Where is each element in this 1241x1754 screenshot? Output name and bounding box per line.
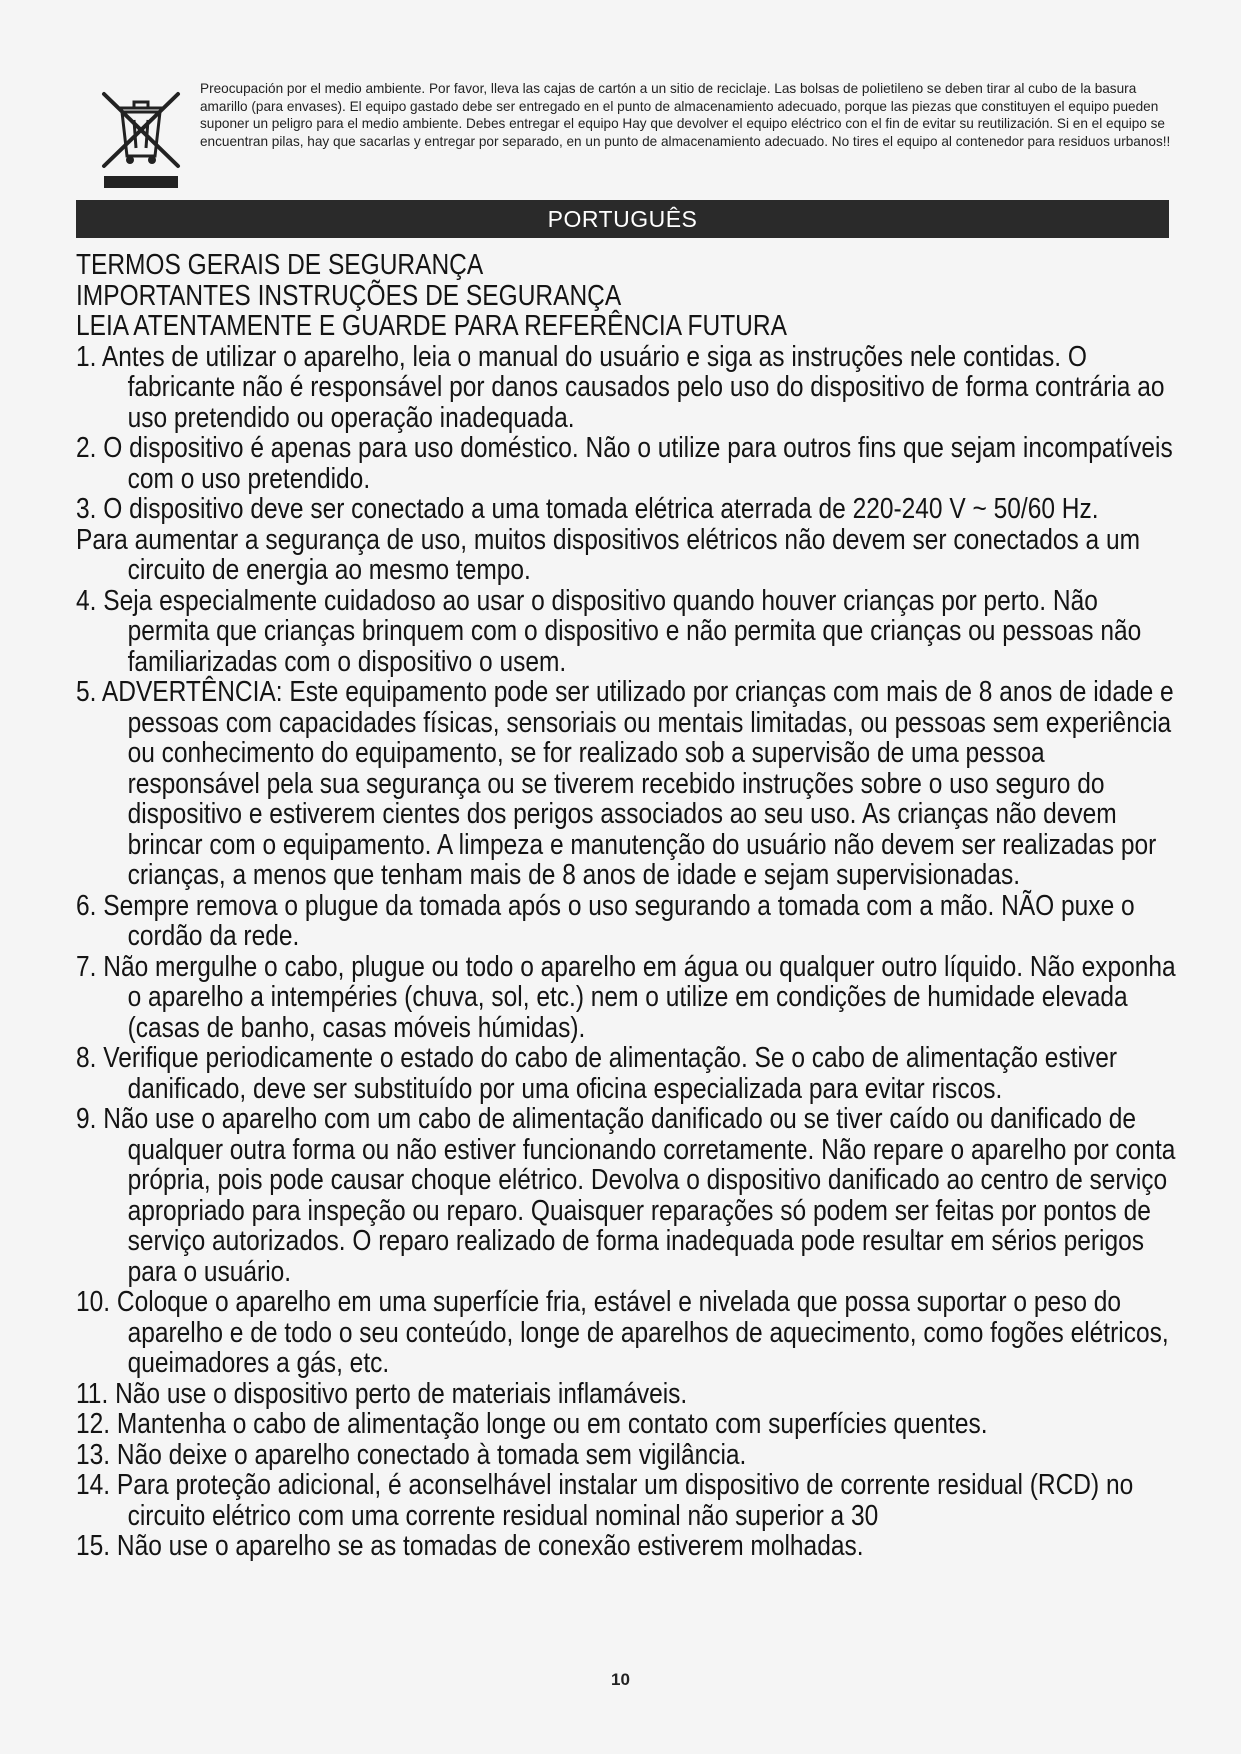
instruction-item: 9. Não use o aparelho com um cabo de alimentação danificado ou se tiver caído ou danificado de qualquer outra forma ou não estiver funcionando corretamente. Não repare o aparelho por conta própria, pois pode causar choque elétrico. Devolva o dispositivo danificado ao centro de serviço apropriado para inspeção ou reparo. Quaisquer reparações só podem ser feitas por pontos de serviço autorizados. O reparo realizado de forma inadequada pode resultar em sérios perigos para o usuário.	[76, 1103, 1176, 1288]
instruction-item: 12. Mantenha o cabo de alimentação longe ou em contato com superfícies quentes.	[76, 1408, 988, 1440]
heading-general-safety: TERMOS GERAIS DE SEGURANÇA	[76, 249, 484, 281]
eco-notice-text: Preocupación por el medio ambiente. Por favor, lleva las cajas de cartón a un sitio de reciclaje. Las bolsas de polietileno se deben tirar al cubo de la basura amarillo (para envases). El equipo gastado debe ser entregado en el punto de almacenamiento adecuado, porque las piezas que constituyen el equipo pueden suponer un peligro para el medio ambiente. Debes entregar el equipo Hay que devolver el equipo eléctrico con el fin de evitar su reutilización. Si en el equipo se encuentran pilas, hay que sacarlas y entregar por separado, en un punto de almacenamiento adecuado. No tires el equipo al contenedor para residuos urbanos!!	[200, 81, 1171, 149]
instruction-item: 15. Não use o aparelho se as tomadas de conexão estiverem molhadas.	[76, 1530, 864, 1562]
instruction-item: 7. Não mergulhe o cabo, plugue ou todo o aparelho em água ou qualquer outro líquido. Não exponha o aparelho a intempéries (chuva, sol, etc.) nem o utilize em condições de humidade elevada (casas de banho, casas móveis húmidas).	[76, 950, 1176, 1044]
instruction-item: 8. Verifique periodicamente o estado do cabo de alimentação. Se o cabo de alimentação estiver danificado, deve ser substituído por uma oficina especializada para evitar riscos.	[76, 1042, 1117, 1105]
safety-instructions	[76, 250, 1177, 1562]
instruction-item: 11. Não use o dispositivo perto de materiais inflamáveis.	[76, 1377, 688, 1410]
instruction-item: 5. ADVERTÊNCIA: Este equipamento pode ser utilizado por crianças com mais de 8 anos de idade e pessoas com capacidades físicas, sensoriais ou mentais limitadas, ou pessoas sem experiência ou conhecimento do equipamento, se for realizado sob a supervisão de uma pessoa responsável pela sua segurança ou se tiverem recebido instruções sobre o uso seguro do dispositivo e estiverem cientes dos perigos associados ao seu uso. As crianças não devem brincar com o equipamento. A limpeza e manutenção do usuário não devem ser realizadas por crianças, a menos que tenham mais de 8 anos de idade e sejam supervisionadas.	[76, 676, 1174, 891]
heading-read-carefully: LEIA ATENTAMENTE E GUARDE PARA REFERÊNCIA FUTURA	[76, 310, 787, 342]
instruction-note: Para aumentar a segurança de uso, muitos dispositivos elétricos não devem ser conectados a um circuito de energia ao mesmo tempo.	[76, 523, 1141, 586]
eco-notice	[100, 80, 1180, 190]
instruction-item: 10. Coloque o aparelho em uma superfície fria, estável e nivelada que possa suportar o peso do aparelho e de todo o seu conteúdo, longe de aparelhos de aquecimento, como fogões elétricos, queimadores a gás, etc.	[76, 1286, 1169, 1379]
heading-important-instructions: IMPORTANTES INSTRUÇÕES DE SEGURANÇA	[76, 279, 622, 312]
crossed-out-wheelie-bin-icon	[100, 90, 182, 190]
instruction-item: 6. Sempre remova o plugue da tomada após o uso segurando a tomada com a mão. NÃO puxe o cordão da rede.	[76, 889, 1135, 952]
instruction-item: 2. O dispositivo é apenas para uso doméstico. Não o utilize para outros fins que sejam incompatíveis com o uso pretendido.	[76, 432, 1173, 495]
page-number: 10	[611, 1670, 630, 1689]
instruction-item: 3. O dispositivo deve ser conectado a uma tomada elétrica aterrada de 220-240 V ~ 50/60 Hz.	[76, 493, 1099, 525]
instruction-item: 13. Não deixe o aparelho conectado à tomada sem vigilância.	[76, 1438, 747, 1471]
instruction-item: 1. Antes de utilizar o aparelho, leia o manual do usuário e siga as instruções nele contidas. O fabricante não é responsável por danos causados pelo uso do dispositivo de forma contrária ao uso pretendido ou operação inadequada.	[76, 340, 1165, 434]
section-title-banner: PORTUGUÊS	[76, 200, 1169, 238]
instruction-item: 4. Seja especialmente cuidadoso ao usar o dispositivo quando houver crianças por perto. Não permita que crianças brinquem com o dispositivo e não permita que crianças ou pessoas não familiarizadas com o dispositivo o usem.	[76, 584, 1142, 678]
instruction-item: 14. Para proteção adicional, é aconselhável instalar um dispositivo de corrente residual (RCD) no circuito elétrico com uma corrente residual nominal não superior a 30	[76, 1469, 1134, 1532]
